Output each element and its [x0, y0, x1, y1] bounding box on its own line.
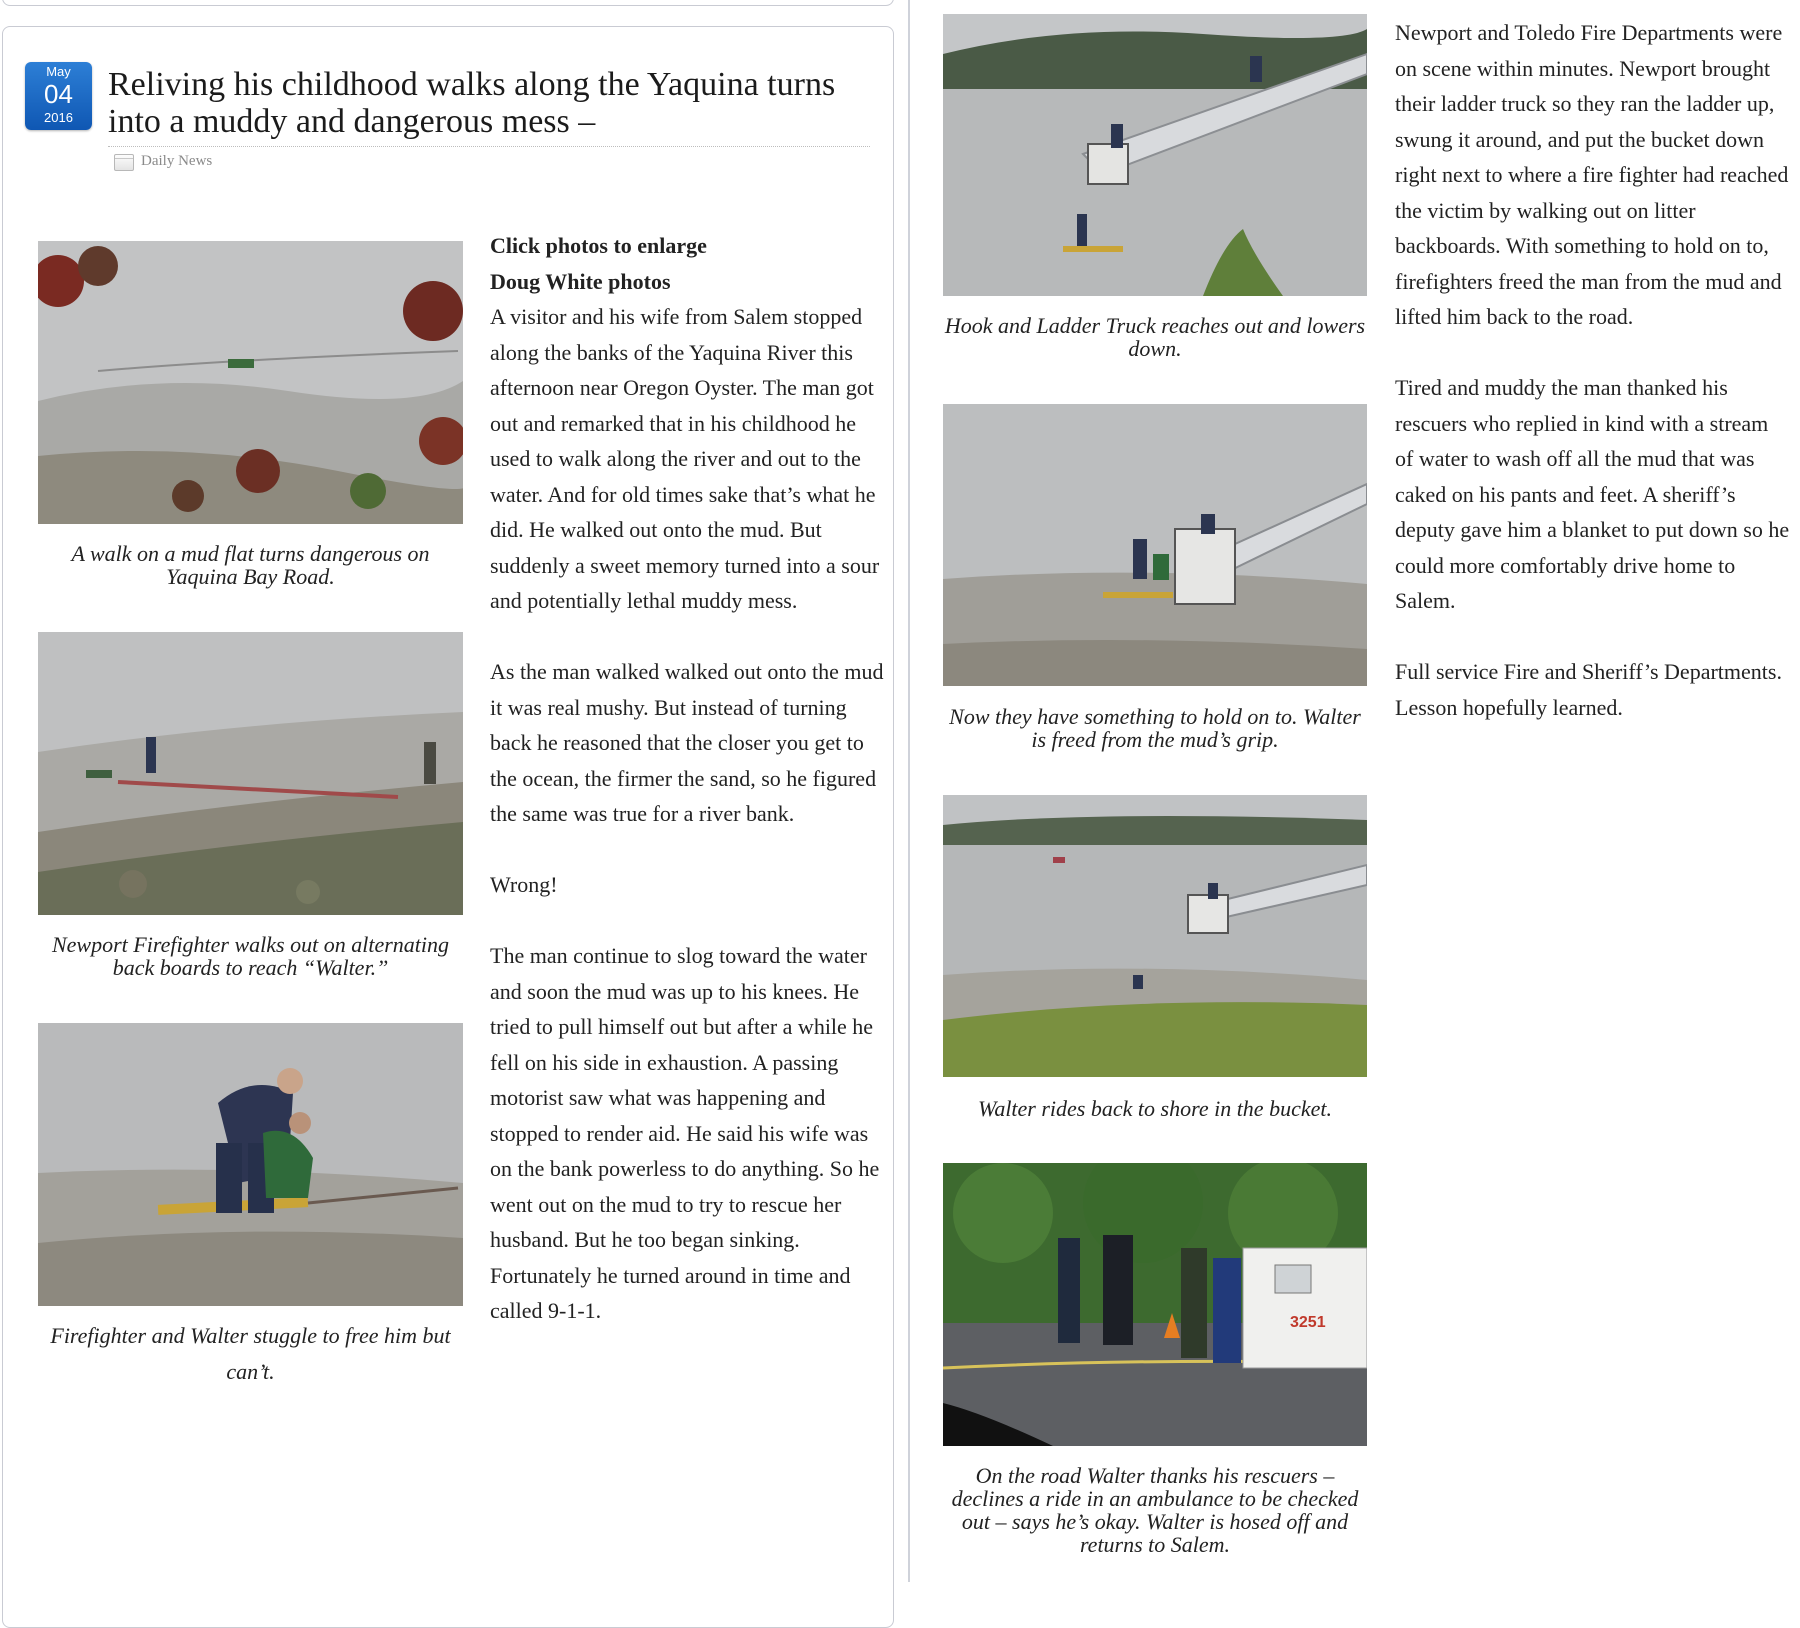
- paragraph-3: Wrong!: [490, 872, 558, 897]
- date-day: 04: [44, 79, 73, 109]
- photo-caption: Hook and Ladder Truck reaches out and lowers down.: [944, 313, 1366, 361]
- photo-caption: Now they have something to hold on to. Walter is freed from the mud’s grip.: [949, 704, 1361, 752]
- photo-roadside[interactable]: [943, 1163, 1367, 1446]
- photo-caption: Walter rides back to shore in the bucket.: [978, 1096, 1332, 1121]
- paragraph-7: Full service Fire and Sheriff’s Departments. Lesson hopefully learned.: [1395, 659, 1782, 720]
- photo-bucket-rescue[interactable]: [943, 404, 1367, 686]
- photo-ladder-truck[interactable]: [943, 14, 1367, 296]
- date-year: 2016: [44, 110, 73, 125]
- photo-caption: A walk on a mud flat turns dangerous on Yaquina Bay Road.: [71, 541, 430, 589]
- post-title[interactable]: Reliving his childhood walks along the Yaquina turns into a muddy and dangerous mess –: [108, 66, 836, 140]
- click-note: Click photos to enlarge: [490, 233, 707, 258]
- truck-number: 3251: [1290, 1314, 1326, 1331]
- article-body-left: [490, 228, 890, 1364]
- paragraph-6: Tired and muddy the man thanked his rescuers who replied in kind with a stream of water to wash off all the mud that was caked on his pants and feet. A sheriff’s deputy gave him a blanket to put down so he could more comfortably drive home to Salem.: [1395, 375, 1790, 613]
- photo-credit: Doug White photos: [490, 268, 671, 294]
- photo-struggle[interactable]: [38, 1023, 463, 1306]
- date-badge: [25, 62, 92, 130]
- photo-back-to-shore[interactable]: [943, 795, 1367, 1077]
- column-divider: [908, 0, 910, 1582]
- title-divider: [108, 146, 870, 147]
- paragraph-2: As the man walked walked out onto the mud it was real mushy. But instead of turning back he reasoned that the closer you get to the ocean, the firmer the sand, so he figured the same was true for a river bank.: [490, 659, 884, 826]
- photo-caption: Newport Firefighter walks out on alternating back boards to reach “Walter.”: [51, 932, 449, 980]
- previous-post-card: [2, 0, 894, 6]
- photo-firefighter-backboards[interactable]: [38, 632, 463, 915]
- date-month: May: [46, 64, 71, 79]
- article-body-right: [1395, 15, 1790, 761]
- photo-mudflat-walk[interactable]: [38, 241, 463, 524]
- photo-caption: On the road Walter thanks his rescuers – declines a ride in an ambulance to be checked out – says he’s okay. Walter is hosed off and returns to Salem.: [951, 1463, 1359, 1557]
- category-icon: [114, 154, 134, 171]
- paragraph-5: Newport and Toledo Fire Departments were on scene within minutes. Newport brought their ladder truck so they ran the ladder up, swung it around, and put the bucket down right next to where a fire fighter had reached the victim by walking out on litter backboards. With something to hold on to, firefighters freed the man from the mud and lifted him back to the road.: [1395, 20, 1789, 329]
- paragraph-4: The man continue to slog toward the water and soon the mud was up to his knees. He tried to pull himself out but after a while he fell on his side in exhaustion. A passing motorist saw what was happening and stopped to render aid. He said his wife was on the bank powerless to do anything. So he went out on the mud to try to rescue her husband. But he too began sinking. Fortunately he turned around in time and called 9-1-1.: [490, 943, 880, 1323]
- photo-caption: Firefighter and Walter stuggle to free him but can’t.: [50, 1323, 451, 1384]
- paragraph-1: A visitor and his wife from Salem stopped along the banks of the Yaquina River this afternoon near Oregon Oyster. The man got out and remarked that in his childhood he used to walk along the river and out to the water. And for old times sake that’s what he did. He walked out onto the mud. But suddenly a sweet memory turned into a sour and potentially lethal muddy mess.: [490, 304, 880, 613]
- category-link[interactable]: Daily News: [141, 153, 213, 169]
